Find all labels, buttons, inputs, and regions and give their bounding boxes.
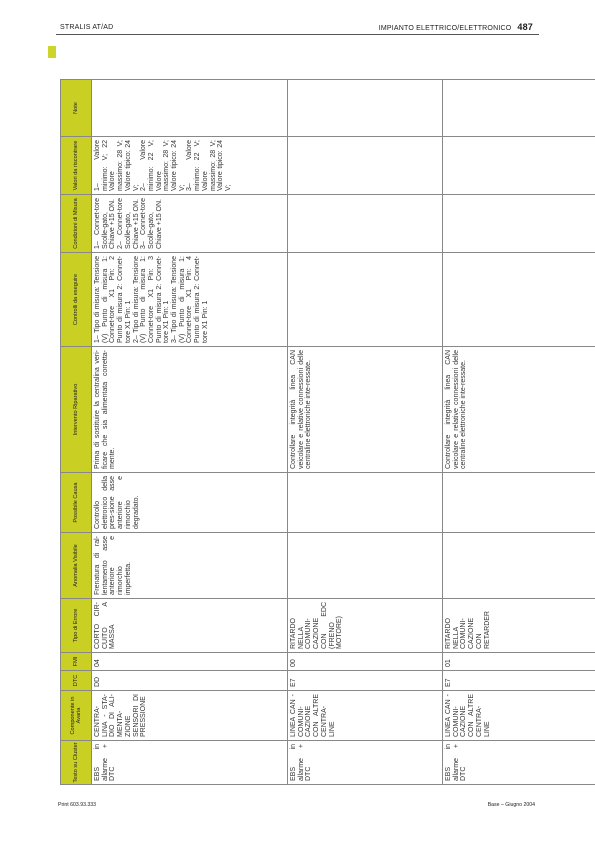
cell-valori [288, 137, 443, 195]
cell-componente: CENTRA-LINA - STA-DIO DI ALI-MENTA-ZIONE SENSORI DI PRESSIONE [92, 691, 288, 741]
cell-note [288, 80, 443, 137]
cell-condizioni [288, 195, 443, 253]
cell-anomalia [288, 533, 443, 599]
column-header: Condizioni di Misura [61, 195, 92, 253]
footer-edition: Base – Giugno 2004 [487, 802, 535, 808]
cell-testo: EBS in allarme + DTC [92, 741, 288, 785]
column-header: FMI [61, 653, 92, 671]
cell-testo: EBS in allarme + DTC [443, 741, 595, 785]
cell-componente: LINEA CAN - COMUNI-CAZIONE CON ALTRE CENTRA-LINE [443, 691, 595, 741]
cell-tipo: RITARDO NELLA COMUNI-CAZIONE CON EDC (FRENO MOTORE) [288, 599, 443, 653]
cell-fmi: 04 [92, 653, 288, 671]
cell-note [443, 80, 595, 137]
column-header: Controlli da eseguire [61, 253, 92, 347]
cell-controlli [288, 253, 443, 347]
header-section [379, 22, 533, 32]
column-header: Anomalia Visibile [61, 533, 92, 599]
cell-condizioni [443, 195, 595, 253]
cell-valori [443, 137, 595, 195]
table-row [443, 80, 595, 785]
cell-componente: LINEA CAN - COMUNI-CAZIONE CON ALTRE CENTRA-LINE [288, 691, 443, 741]
table-header-row [61, 80, 92, 785]
cell-valori: 1– Valore minimo: V; 22 Valore massimo: 28 V; Valore tipico: 24 V; 2– Valore minimo: 22 V; Valore massimo: 28 V; Valore tipico: 24 V; 3– Valore minimo: 22 V; Valore massimo: 28 V; Valore tipico: 24 V; [92, 137, 288, 195]
header-document-title: STRALIS AT/AD [60, 24, 114, 31]
diagnostic-table [60, 79, 595, 785]
cell-dtc: E7 [288, 671, 443, 691]
cell-tipo: CORTO CIR-CUITO A MASSA [92, 599, 288, 653]
column-header: Possibile Causa [61, 473, 92, 533]
footer-print-code: Print 603.93.333 [58, 802, 97, 808]
cell-intervento: Controllare integrità linea CAN veicolare e relative connessioni delle centraline elettroniche inte-ressate. [443, 347, 595, 473]
cell-note [92, 80, 288, 137]
cell-anomalia [443, 533, 595, 599]
cell-causa: Controllo elettronico della pres-sione asse anteriore e rimorchio degradato. [92, 473, 288, 533]
cell-controlli: 1– Tipo di misura: Tensione (V) Punto di misura 1: Connet-tore X1 Pin: 2 Punto di misura 2: Connet-tore X1 Pin: 1 2– Tipo di misura: Tensione (V) Punto di misura 1: Connet-tore X1 Pin: 3 Punto di misura 2: Connet-tore X1 Pin: 1 3– Tipo di misura: Tensione (V) Punto di misura 1: Connet-tore X1 Pin: 4 Punto di misura 2: Connet-tore X1 Pin: 1 [92, 253, 288, 347]
cell-dtc: E7 [443, 671, 595, 691]
cell-controlli [443, 253, 595, 347]
cell-intervento: Controllare integrità linea CAN veicolare e relative connessioni delle centraline elettroniche inte-ressate. [288, 347, 443, 473]
cell-condizioni: 1– Connet-tore Scolle-gato, Chiave +15 ON. 2– Connet-tore Scolle-gato, Chiave +15 ON. 3– Connet-tore Scolle-gato, Chiave +15 ON. [92, 195, 288, 253]
cell-fmi: 01 [443, 653, 595, 671]
cell-tipo: RITARDO NELLA COMUNI-CAZIONE CON RETARDER [443, 599, 595, 653]
rotated-table-container [60, 80, 543, 785]
column-header: Intervento Riparativo [61, 347, 92, 473]
cell-fmi: 00 [288, 653, 443, 671]
cell-intervento: Prima di sostituire la centralina veri-ficare che sia alimentata corretta-mente. [92, 347, 288, 473]
cell-causa [443, 473, 595, 533]
cell-testo: EBS in allarme + DTC [288, 741, 443, 785]
header-divider [56, 34, 539, 35]
column-header: DTC [61, 671, 92, 691]
table-row [288, 80, 443, 785]
section-accent-bar [48, 46, 56, 58]
cell-causa [288, 473, 443, 533]
cell-dtc: DD [92, 671, 288, 691]
column-header: Valori da riscontrare [61, 137, 92, 195]
table-row [92, 80, 288, 785]
column-header: Componente in Avaria [61, 691, 92, 741]
column-header: Note [61, 80, 92, 137]
column-header: Testo su Cluster [61, 741, 92, 785]
cell-anomalia: Frenatura di ral-lentamento asse anteriore e rimorchio imperfetta. [92, 533, 288, 599]
header-section-title: IMPIANTO ELETTRICO/ELETTRONICO [378, 25, 512, 32]
column-header: Tipo di Errore [61, 599, 92, 653]
page-number: 487 [517, 22, 533, 32]
